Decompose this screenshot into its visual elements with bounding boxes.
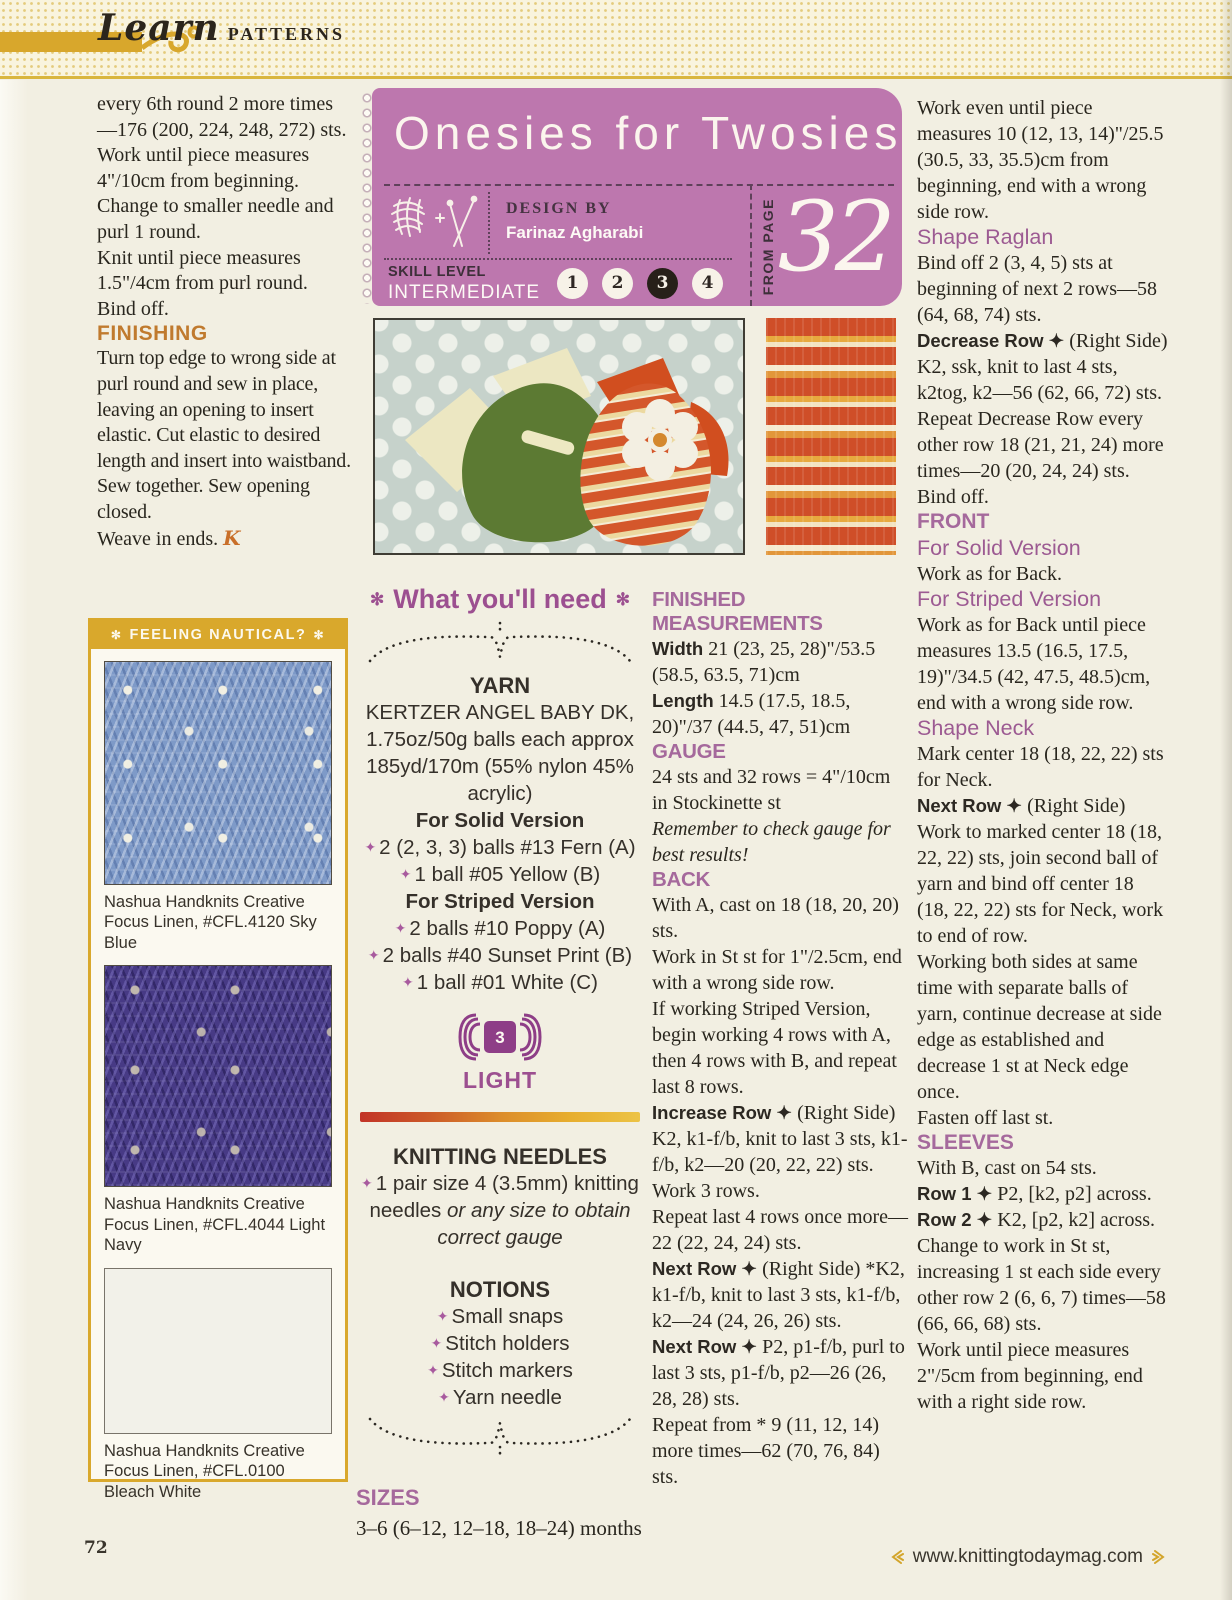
lace-trim-decoration [361,90,373,304]
yarn-weight-icon [456,1009,544,1065]
pattern-paragraph: Work until piece measures 4"/10cm from beginning. [97,144,310,192]
fleuron-right-icon [1152,1550,1166,1564]
solid-version-heading: For Solid Version [415,809,585,833]
yarn-swatch-bleach-white [104,1268,332,1434]
notion-text: Yarn needle [452,1385,562,1409]
pattern-paragraph: Bind off 2 (3, 4, 5) sts at beginning of next 2 rows—58 (64, 68, 74) sts. [917,252,1157,326]
width-line [652,636,910,688]
needs-heading-text: What you'll need [393,584,607,614]
width-value: 21 (23, 25, 28)"/53.5 (58.5, 63.5, 71)cm [652,638,876,686]
needles-heading: KNITTING NEEDLES [393,1143,607,1169]
yarn-item [356,915,644,942]
skill-dot-4: 4 [692,268,723,299]
yarn-weight-label: LIGHT [463,1066,537,1093]
diamond-bullet-icon: ✦ [430,1334,443,1351]
magazine-k-logo-icon: K [223,525,241,550]
dotted-brace-top [364,619,636,665]
length-line [652,688,910,740]
pattern-paragraph: Work as for Back. [917,563,1063,585]
solid-version-subheading: For Solid Version [917,536,1081,560]
diamond-bullet-icon: ✦ [438,1388,450,1405]
sizes-text: 3–6 (6–12, 12–18, 18–24) months [356,1515,642,1540]
sunset-print-swatch [766,318,896,555]
feeling-nautical-box [88,618,348,1501]
left-pattern-column [97,92,351,552]
sleeves-heading: SLEEVES [917,1131,1014,1154]
gradient-divider [360,1112,640,1122]
diamond-bullet-icon: ✦ [364,839,377,856]
yarn-item-text: 2 (2, 3, 3) balls #13 Fern (A) [379,836,636,860]
skill-dot-2: 2 [602,268,633,299]
weave-line [97,526,351,553]
pattern-paragraph: Knit until piece measures 1.5"/4cm from purl round. [97,246,308,295]
pattern-paragraph: With A, cast on 18 (18, 20, 20) sts. [652,894,899,942]
page-number: 72 [84,1538,108,1558]
pattern-paragraph [652,1100,910,1178]
notion-text: Stitch holders [445,1331,570,1355]
pattern-paragraph: Bind off. [917,486,989,508]
diamond-bullet-icon: ✦ [402,974,414,991]
pattern-paragraph [917,1181,1170,1207]
pattern-paragraph: Fasten off last st. [917,1107,1054,1129]
yarn-item [356,942,644,969]
pattern-paragraph [917,1207,1170,1233]
gauge-heading: GAUGE [652,740,726,763]
pattern-paragraph: Work as for Back until piece measures 13.5 (16.5, 17.5, 19)"/34.5 (42, 47.5, 48.5)cm, end with a wrong side row. [917,614,1151,714]
from-page-label: FROM PAGE [760,198,776,296]
designer-name: Farinaz Agharabi [506,223,644,242]
notion-text: Small snaps [451,1304,564,1328]
pattern-paragraph: Work even until piece measures 10 (12, 13, 14)"/25.5 (30.5, 33, 35.5)cm from beginning, end with a wrong side row. [917,97,1164,223]
brand-script: Learn [98,7,220,49]
yarn-and-needles-icon [388,192,484,252]
row-label: Next Row ✦ [652,1336,763,1357]
swatch-caption: Nashua Handknits Creative Focus Linen, #CFL.4120 Sky Blue [104,893,317,952]
pattern-paragraph: every 6th round 2 more times—176 (200, 224, 248, 272) sts. [97,93,347,141]
diamond-bullet-icon: ✦ [399,866,412,883]
pattern-paragraph [652,1256,910,1334]
notion-item [356,1330,644,1357]
row-label: Next Row ✦ [917,795,1028,816]
banner-divider [384,258,732,260]
row-label: Increase Row ✦ [652,1102,798,1123]
pattern-paragraph: Change to smaller needle and purl 1 round. [97,195,334,243]
width-label: Width [652,638,704,659]
sparkle-icon: ✻ [370,589,385,609]
pattern-paragraph [652,1334,910,1412]
dotted-brace-bottom [364,1415,636,1461]
row-label: Row 2 ✦ [917,1209,998,1230]
finishing-heading: FINISHING [97,322,208,346]
needles-italic-text: or any size to obtain correct gauge [437,1198,631,1249]
row-text: (Right Side) *K2, k1-f/b, knit to last 3 sts, k1-f/b, k2—24 (24, 26, 26) sts. [652,1258,905,1332]
needs-heading [356,584,644,615]
front-heading: FRONT [917,510,990,533]
pattern-paragraph: Working both sides at same time with separate balls of yarn, continue decrease at side edge as established and decrease 1 st at Neck edge once. [917,951,1162,1103]
finished-measurements-heading: FINISHED MEASUREMENTS [652,588,823,635]
gauge-text: 24 sts and 32 rows = 4"/10cm in Stockinette st [652,766,891,814]
row-text: P2, [k2, p2] across. [997,1183,1152,1205]
yarn-item-text: 2 balls #10 Poppy (A) [409,917,606,941]
brand-lockup [98,7,346,49]
row-text: (Right Side) K2, ssk, knit to last 4 sts, k2tog, k2—56 (62, 66, 72) sts. [917,330,1168,404]
notion-text: Stitch markers [441,1358,573,1382]
from-page-cell [750,181,902,306]
shape-raglan-heading: Shape Raglan [917,225,1054,249]
diamond-bullet-icon: ✦ [367,947,380,964]
gauge-note: Remember to check gauge for best results! [652,818,891,866]
baby-onesies-illustration [375,320,743,553]
design-by-label: DESIGN BY [506,200,612,217]
yarn-item-text: 2 balls #40 Sunset Print (B) [382,944,633,968]
right-pattern-column [917,95,1170,1415]
pattern-paragraph: Change to work in St st, increasing 1 st each side every other row 2 (6, 6, 7) times—58 (66, 66, 68) sts. [917,1235,1166,1335]
pattern-paragraph: Work 3 rows. [652,1180,760,1202]
diamond-bullet-icon: ✦ [427,1361,439,1378]
length-value: 14.5 (17.5, 18.5, 20)"/37 (44.5, 47, 51)cm [652,690,851,738]
pattern-title: Onesies for Twosies [394,107,903,159]
page-left-edge [0,80,28,1600]
brand-caps: PATTERNS [227,24,346,44]
diamond-bullet-icon: ✦ [436,1307,449,1324]
row-text: (Right Side) K2, k1-f/b, knit to last 3 sts, k1-f/b, k2—20 (20, 22, 22) sts. [652,1102,908,1176]
from-page-number: 32 [777,181,892,293]
pattern-paragraph: Work until piece measures 2"/5cm from beginning, end with a right side row. [917,1339,1143,1413]
what-youll-need-column [356,584,644,1542]
diamond-bullet-icon: ✦ [361,1174,373,1191]
sparkle-icon: ✻ [313,628,326,642]
middle-pattern-column [652,588,910,1490]
finishing-paragraph: Turn top edge to wrong side at purl round and sew in place, leaving an opening to insert elastic. Cut elastic to desired length and insert into waistband. Sew together. Sew opening closed. [97,347,351,523]
pattern-paragraph: If working Striped Version, begin working 4 rows with A, then 4 rows with B, and repeat last 8 rows. [652,998,897,1098]
skill-level-dots [557,268,723,299]
row-label: Row 1 ✦ [917,1183,998,1204]
pattern-paragraph [917,328,1170,406]
shape-neck-heading: Shape Neck [917,716,1035,740]
weave-text: Weave in ends. [97,527,219,550]
row-label: Next Row ✦ [652,1258,763,1279]
nautical-box-header [91,621,345,649]
yarn-item-text: 1 ball #05 Yellow (B) [414,863,601,887]
swatch-caption: Nashua Handknits Creative Focus Linen, #CFL.4044 Light Navy [104,1195,326,1255]
diamond-bullet-icon: ✦ [394,920,407,937]
notion-item [356,1357,644,1384]
yarn-swatch-light-navy [104,965,332,1187]
pattern-paragraph: With B, cast on 54 sts. [917,1157,1097,1179]
fleuron-left-icon [890,1550,904,1564]
pattern-title-banner [372,88,902,306]
striped-version-heading: For Striped Version [405,890,595,914]
yarn-item [356,861,644,888]
yarn-weight-number: 3 [495,1027,505,1047]
striped-version-subheading: For Striped Version [917,587,1102,611]
notion-item [356,1384,644,1411]
website-url: www.knittingtodaymag.com [912,1546,1143,1567]
skill-level-value: INTERMEDIATE [388,282,541,303]
length-label: Length [652,690,714,711]
swatch-caption: Nashua Handknits Creative Focus Linen, #CFL.0100 Bleach White [104,1441,305,1501]
yarn-item [356,834,644,861]
needles-text: 1 pair size 4 (3.5mm) knitting needles [369,1171,639,1222]
pattern-paragraph: Mark center 18 (18, 22, 22) sts for Neck. [917,743,1164,791]
skill-dot-1: 1 [557,268,588,299]
pattern-paragraph: Work in St st for 1"/2.5cm, end with a wrong side row. [652,946,902,994]
row-text: (Right Side) Work to marked center 18 (18, 22, 22) sts, join second ball of yarn and bind off center 18 (18, 22, 22) sts for Neck, work to end of row. [917,795,1164,947]
row-text: P2, p1-f/b, purl to last 3 sts, p1-f/b, p2—26 (26, 28, 28) sts. [652,1336,905,1410]
design-credit [506,200,643,243]
yarn-item-text: 1 ball #01 White (C) [416,971,598,995]
sizes-heading: SIZES [356,1484,420,1510]
yarn-item [356,969,644,996]
top-brand-band [0,0,1232,79]
notions-heading: NOTIONS [449,1276,551,1302]
skill-level-label: SKILL LEVEL [388,264,486,280]
needles-item [356,1170,644,1251]
nautical-box-title: FEELING NAUTICAL? [129,627,307,643]
page-right-edge [1220,0,1232,1600]
sizes-block [356,1485,644,1542]
pattern-paragraph: Repeat Decrease Row every other row 18 (21, 21, 24) more times—20 (20, 24, 24) sts. [917,408,1164,482]
skill-dot-3-active: 3 [647,268,678,299]
back-heading: BACK [652,868,711,891]
pattern-paragraph: Repeat from * 9 (11, 12, 14) more times—62 (70, 76, 84) sts. [652,1414,880,1488]
pattern-paragraph: Repeat last 4 rows once more—22 (22, 24, 24) sts. [652,1206,909,1254]
pattern-paragraph [917,793,1170,949]
sparkle-icon: ✻ [110,628,123,642]
pattern-paragraph: Bind off. [97,297,169,320]
yarn-description: KERTZER ANGEL BABY DK, 1.75oz/50g balls each approx 185yd/170m (55% nylon 45% acrylic) [365,701,635,806]
project-photo [373,318,745,555]
skill-level-block [388,264,540,304]
notion-item [356,1303,644,1330]
website-footer [890,1546,1166,1568]
sparkle-icon: ✻ [615,589,630,609]
row-label: Decrease Row ✦ [917,330,1070,351]
banner-icon-cell [388,192,490,254]
row-text: K2, [p2, k2] across. [997,1209,1156,1231]
yarn-swatch-sky-blue [104,661,332,885]
yarn-heading: YARN [469,673,531,698]
